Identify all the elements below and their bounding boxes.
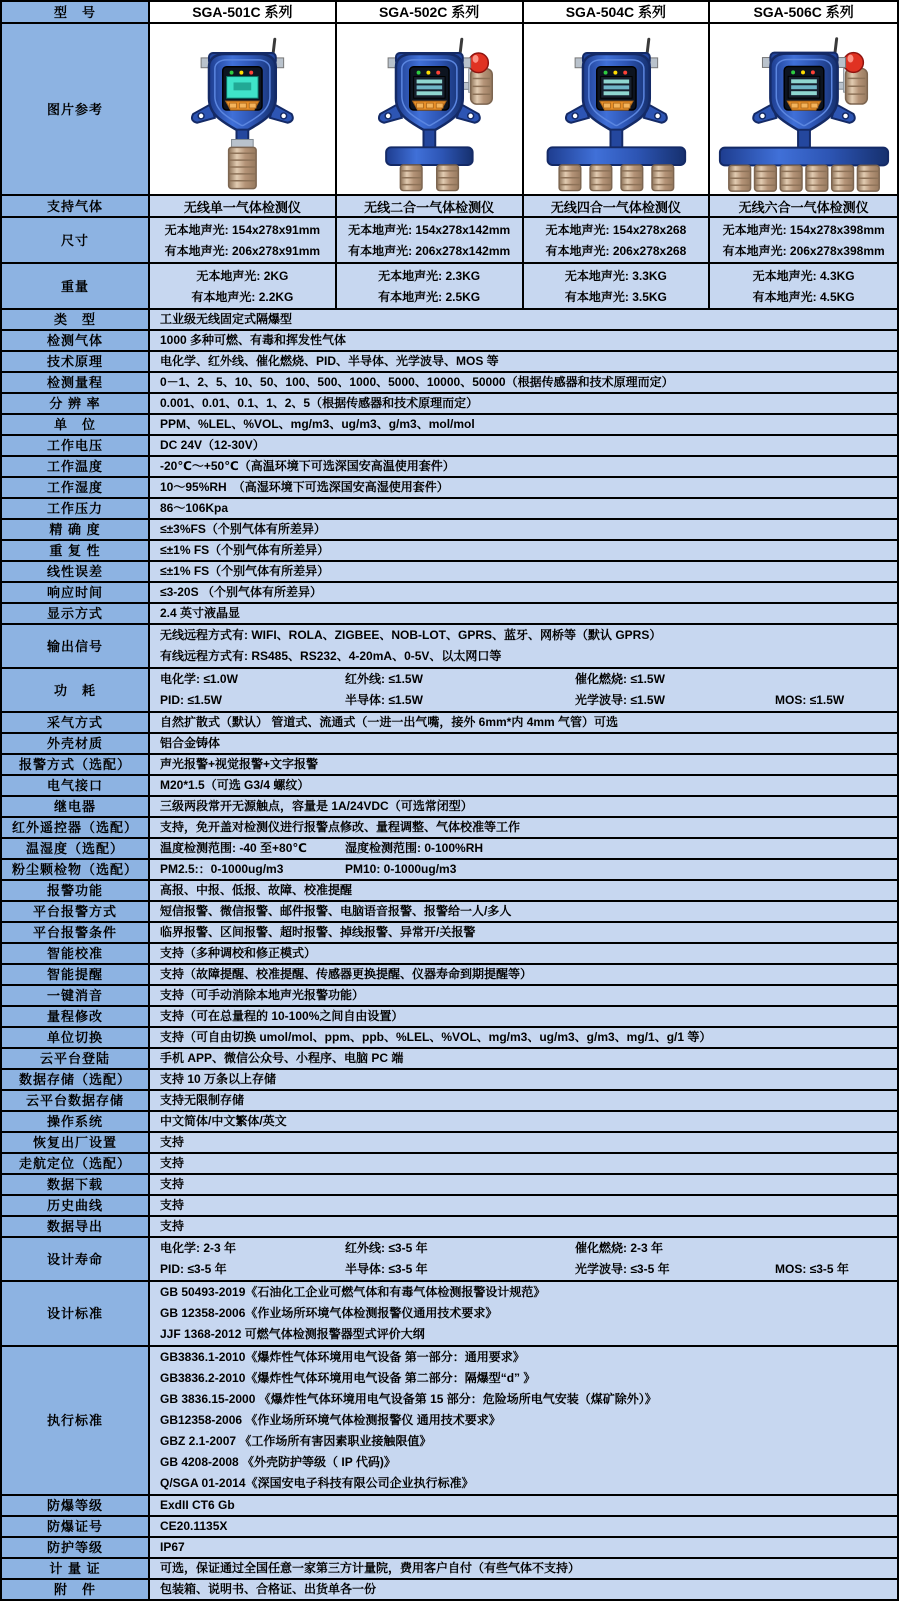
spec-row-value: 电化学: ≤1.0W 红外线: ≤1.5W 催化燃烧: ≤1.5W PID: ≤1.5W 半导体: ≤1.5W 光学波导: ≤1.5W MOS: ≤1.5W: [150, 669, 897, 711]
spec-row: [2, 1217, 897, 1238]
spec-row-label: 报警方式（选配）: [2, 755, 150, 774]
spec-row-value: ≤±1% FS（个别气体有所差异）: [150, 541, 897, 560]
spec-row-label: 输出信号: [2, 625, 150, 667]
spec-row-value: 可选，保证通过全国任意一家第三方计量院，费用客户自付（有些气体不支持）: [150, 1559, 897, 1578]
spec-row-value: M20*1.5（可选 G3/4 螺纹）: [150, 776, 897, 795]
spec-row: [2, 1133, 897, 1154]
spec-row-label: 单位切换: [2, 1028, 150, 1047]
spec-row: [2, 331, 897, 352]
spec-row-label: 单 位: [2, 415, 150, 434]
image-row: [2, 24, 897, 196]
spec-row-value: 自然扩散式（默认） 管道式、流通式（一进一出气嘴，接外 6mm*内 4mm 气管）可选: [150, 713, 897, 732]
spec-row-value: 支持（可自由切换 umol/mol、ppm、ppb、%LEL、%VOL、mg/m3、ug/m3、g/m3、mg/1、g/1 等）: [150, 1028, 897, 1047]
spec-row-label: 重 复 性: [2, 541, 150, 560]
spec-row-label: 电气接口: [2, 776, 150, 795]
spec-row-value: 声光报警+视觉报警+文字报警: [150, 755, 897, 774]
spec-row: [2, 1238, 897, 1282]
spec-row: [2, 734, 897, 755]
spec-row-value: IP67: [150, 1538, 897, 1557]
spec-row-label: 云平台数据存储: [2, 1091, 150, 1110]
spec-row: [2, 1538, 897, 1559]
spec-row: [2, 881, 897, 902]
spec-row-label: 采气方式: [2, 713, 150, 732]
spec-row-value: 支持: [150, 1154, 897, 1173]
gas-value: 无线四合一气体检测仪: [524, 196, 711, 216]
spec-row-label: 工作电压: [2, 436, 150, 455]
spec-row: [2, 1347, 897, 1496]
model-header-sga-504c: SGA-504C 系列: [524, 2, 711, 22]
gas-value: 无线二合一气体检测仪: [337, 196, 524, 216]
size-value: 无本地声光: 154x278x398mm 有本地声光: 206x278x398mm: [710, 218, 897, 262]
spec-row: [2, 625, 897, 669]
spec-row-label: 防护等级: [2, 1538, 150, 1557]
spec-row-value: 温度检测范围: -40 至+80℃ 湿度检测范围: 0-100%RH: [150, 839, 897, 858]
row-label-weight: 重量: [2, 264, 150, 308]
spec-row-value: 支持（多种调校和修正模式）: [150, 944, 897, 963]
row-label-size: 尺寸: [2, 218, 150, 262]
spec-row-label: 外壳材质: [2, 734, 150, 753]
product-image-sga-502c: [337, 24, 524, 194]
spec-row-label: 线性误差: [2, 562, 150, 581]
spec-row-value: 0.001、0.01、0.1、1、2、5（根据传感器和技术原理而定）: [150, 394, 897, 413]
spec-row-label: 显示方式: [2, 604, 150, 623]
spec-row-value: 手机 APP、微信公众号、小程序、电脑 PC 端: [150, 1049, 897, 1068]
spec-row-label: 平台报警条件: [2, 923, 150, 942]
model-header-sga-501c: SGA-501C 系列: [150, 2, 337, 22]
spec-row-value: 支持（可在总量程的 10-100%之间自由设置）: [150, 1007, 897, 1026]
spec-row-label: 分 辨 率: [2, 394, 150, 413]
spec-row: [2, 1580, 897, 1601]
spec-row-value: 支持: [150, 1133, 897, 1152]
spec-row: [2, 860, 897, 881]
spec-row-value: ≤±3%FS（个别气体有所差异）: [150, 520, 897, 539]
spec-row-label: 操作系统: [2, 1112, 150, 1131]
spec-row-value: 支持: [150, 1196, 897, 1215]
spec-row-label: 走航定位（选配）: [2, 1154, 150, 1173]
product-image-sga-504c: [524, 24, 711, 194]
spec-row-value: 2.4 英寸液晶显: [150, 604, 897, 623]
spec-row: [2, 373, 897, 394]
spec-row-value: 10～95%RH （高湿环境下可选深国安高湿使用套件）: [150, 478, 897, 497]
row-label-image: 图片参考: [2, 24, 150, 194]
spec-row-label: 检测量程: [2, 373, 150, 392]
spec-row: [2, 986, 897, 1007]
spec-row: [2, 818, 897, 839]
spec-row: [2, 1517, 897, 1538]
spec-row-value: GB3836.1-2010《爆炸性气体环境用电气设备 第一部分：通用要求》 GB3836.2-2010《爆炸性气体环境用电气设备 第二部分：隔爆型“d” 》 GB 3836.15-2000 《爆炸性气体环境用电气设备第 15 部分：危险场所电气安装（煤矿除外）》 GB12358-2006 《作业场所环境气体检测报警仪 通用技术要求》 GBZ 2.1-2007 《工作场所有害因素职业接触限值》 GB 4208-2008 《外壳防护等级（ IP 代码)》 Q/SGA 01-2014《深国安电子科技有限公司企业执行标准》: [150, 1347, 897, 1494]
spec-row-label: 平台报警方式: [2, 902, 150, 921]
model-header-sga-506c: SGA-506C 系列: [710, 2, 897, 22]
spec-row-label: 防爆等级: [2, 1496, 150, 1515]
spec-row-value: ≤±1% FS（个别气体有所差异）: [150, 562, 897, 581]
spec-row: [2, 583, 897, 604]
spec-row-value: 电化学: 2-3 年 红外线: ≤3-5 年 催化燃烧: 2-3 年 PID: ≤3-5 年 半导体: ≤3-5 年 光学波导: ≤3-5 年 MOS: ≤3-5 年: [150, 1238, 897, 1280]
spec-row: [2, 839, 897, 860]
spec-row-value: DC 24V（12-30V）: [150, 436, 897, 455]
spec-row-value: 86～106Kpa: [150, 499, 897, 518]
product-image-sga-506c: [710, 24, 897, 194]
spec-row: [2, 1196, 897, 1217]
size-value: 无本地声光: 154x278x268 有本地声光: 206x278x268: [524, 218, 711, 262]
spec-row-label: 响应时间: [2, 583, 150, 602]
spec-row-value: 铝合金铸体: [150, 734, 897, 753]
spec-row: [2, 499, 897, 520]
spec-row-label: 技术原理: [2, 352, 150, 371]
spec-row-label: 继电器: [2, 797, 150, 816]
spec-row-value: ExdII CT6 Gb: [150, 1496, 897, 1515]
spec-row-value: 三级两段常开无源触点，容量是 1A/24VDC（可选常闭型）: [150, 797, 897, 816]
spec-row: [2, 310, 897, 331]
spec-row: [2, 1175, 897, 1196]
spec-row: [2, 944, 897, 965]
spec-row: [2, 713, 897, 734]
spec-row-label: 量程修改: [2, 1007, 150, 1026]
spec-row-value: -20℃～+50℃（高温环境下可选深国安高温使用套件）: [150, 457, 897, 476]
row-label-gas: 支持气体: [2, 196, 150, 216]
spec-row: [2, 1154, 897, 1175]
spec-row-label: 防爆证号: [2, 1517, 150, 1536]
spec-row: [2, 1559, 897, 1580]
spec-row: [2, 436, 897, 457]
spec-row-label: 计 量 证: [2, 1559, 150, 1578]
supported-gas-row: [2, 196, 897, 218]
spec-row: [2, 478, 897, 499]
spec-row: [2, 520, 897, 541]
spec-row-label: 红外遥控器（选配）: [2, 818, 150, 837]
spec-row: [2, 1007, 897, 1028]
spec-row-label: 智能提醒: [2, 965, 150, 984]
spec-row-value: 短信报警、微信报警、邮件报警、电脑语音报警、报警给一人/多人: [150, 902, 897, 921]
spec-row: [2, 457, 897, 478]
spec-row: [2, 1049, 897, 1070]
spec-rows: [2, 310, 897, 1601]
spec-row: [2, 541, 897, 562]
spec-row-label: 工作温度: [2, 457, 150, 476]
spec-row: [2, 965, 897, 986]
spec-row-label: 工作湿度: [2, 478, 150, 497]
spec-row: [2, 1091, 897, 1112]
spec-row-label: 数据存储（选配）: [2, 1070, 150, 1089]
spec-row-value: GB 50493-2019《石油化工企业可燃气体和有毒气体检测报警设计规范》 GB 12358-2006《作业场所环境气体检测报警仪通用技术要求》 JJF 1368-2012 可燃气体检测报警器型式评价大纲: [150, 1282, 897, 1345]
spec-row-value: 0－1、2、5、10、50、100、500、1000、5000、10000、50000（根据传感器和技术原理而定）: [150, 373, 897, 392]
spec-row: [2, 1496, 897, 1517]
spec-row-label: 数据下载: [2, 1175, 150, 1194]
spec-row-value: PM2.5:：0-1000ug/m3 PM10: 0-1000ug/m3: [150, 860, 897, 879]
spec-row-value: 支持: [150, 1217, 897, 1236]
spec-row: [2, 1070, 897, 1091]
spec-row-label: 一键消音: [2, 986, 150, 1005]
spec-row: [2, 1028, 897, 1049]
spec-row-value: 临界报警、区间报警、超时报警、掉线报警、异常开/关报警: [150, 923, 897, 942]
spec-row-value: 包装箱、说明书、合格证、出货单各一份: [150, 1580, 897, 1599]
spec-row-value: 电化学、红外线、催化燃烧、PID、半导体、光学波导、MOS 等: [150, 352, 897, 371]
spec-row: [2, 352, 897, 373]
spec-row-value: 工业级无线固定式隔爆型: [150, 310, 897, 329]
spec-row: [2, 669, 897, 713]
spec-row-value: 中文简体/中文繁体/英文: [150, 1112, 897, 1131]
spec-row: [2, 755, 897, 776]
spec-row-label: 功 耗: [2, 669, 150, 711]
gas-value: 无线六合一气体检测仪: [710, 196, 897, 216]
spec-row-value: 支持无限制存储: [150, 1091, 897, 1110]
weight-row: [2, 264, 897, 310]
product-image-sga-501c: [150, 24, 337, 194]
weight-value: 无本地声光: 2KG 有本地声光: 2.2KG: [150, 264, 337, 308]
spec-row-value: 支持: [150, 1175, 897, 1194]
spec-row-label: 数据导出: [2, 1217, 150, 1236]
spec-row-label: 设计标准: [2, 1282, 150, 1345]
size-row: [2, 218, 897, 264]
spec-row-value: ≤3-20S （个别气体有所差异）: [150, 583, 897, 602]
spec-row: [2, 394, 897, 415]
spec-row-label: 检测气体: [2, 331, 150, 350]
weight-value: 无本地声光: 2.3KG 有本地声光: 2.5KG: [337, 264, 524, 308]
spec-row: [2, 1112, 897, 1133]
size-value: 无本地声光: 154x278x91mm 有本地声光: 206x278x91mm: [150, 218, 337, 262]
spec-row-label: 恢复出厂设置: [2, 1133, 150, 1152]
gas-value: 无线单一气体检测仪: [150, 196, 337, 216]
spec-row: [2, 902, 897, 923]
spec-row-value: 支持（可手动消除本地声光报警功能）: [150, 986, 897, 1005]
size-value: 无本地声光: 154x278x142mm 有本地声光: 206x278x142mm: [337, 218, 524, 262]
spec-row: [2, 776, 897, 797]
spec-row-label: 报警功能: [2, 881, 150, 900]
spec-row-label: 设计寿命: [2, 1238, 150, 1280]
spec-row-label: 精 确 度: [2, 520, 150, 539]
spec-row: [2, 797, 897, 818]
spec-row: [2, 562, 897, 583]
model-header-sga-502c: SGA-502C 系列: [337, 2, 524, 22]
spec-row-label: 附 件: [2, 1580, 150, 1599]
spec-row-label: 粉尘颗检物（选配）: [2, 860, 150, 879]
weight-value: 无本地声光: 3.3KG 有本地声光: 3.5KG: [524, 264, 711, 308]
row-label-model: 型 号: [2, 2, 150, 22]
weight-value: 无本地声光: 4.3KG 有本地声光: 4.5KG: [710, 264, 897, 308]
spec-row-value: PPM、%LEL、%VOL、mg/m3、ug/m3、g/m3、mol/mol: [150, 415, 897, 434]
spec-row-label: 工作压力: [2, 499, 150, 518]
spec-row: [2, 1282, 897, 1347]
spec-row-label: 温湿度（选配）: [2, 839, 150, 858]
spec-row: [2, 415, 897, 436]
spec-row-value: CE20.1135X: [150, 1517, 897, 1536]
model-header-row: [2, 2, 897, 24]
spec-row-label: 历史曲线: [2, 1196, 150, 1215]
spec-row-label: 智能校准: [2, 944, 150, 963]
spec-row: [2, 923, 897, 944]
spec-row-value: 支持 10 万条以上存储: [150, 1070, 897, 1089]
spec-row-value: 高报、中报、低报、故障、校准提醒: [150, 881, 897, 900]
spec-row: [2, 604, 897, 625]
spec-row-label: 云平台登陆: [2, 1049, 150, 1068]
spec-row-label: 类 型: [2, 310, 150, 329]
spec-row-label: 执行标准: [2, 1347, 150, 1494]
spec-row-value: 无线远程方式有: WIFI、ROLA、ZIGBEE、NOB-LOT、GPRS、蓝牙、网桥等（默认 GPRS） 有线远程方式有: RS485、RS232、4-20mA、0-5V、以太网口等: [150, 625, 897, 667]
spec-row-value: 支持，免开盖对检测仪进行报警点修改、量程调整、气体校准等工作: [150, 818, 897, 837]
spec-row-value: 支持（故障提醒、校准提醒、传感器更换提醒、仪器寿命到期提醒等）: [150, 965, 897, 984]
spec-row-value: 1000 多种可燃、有毒和挥发性气体: [150, 331, 897, 350]
